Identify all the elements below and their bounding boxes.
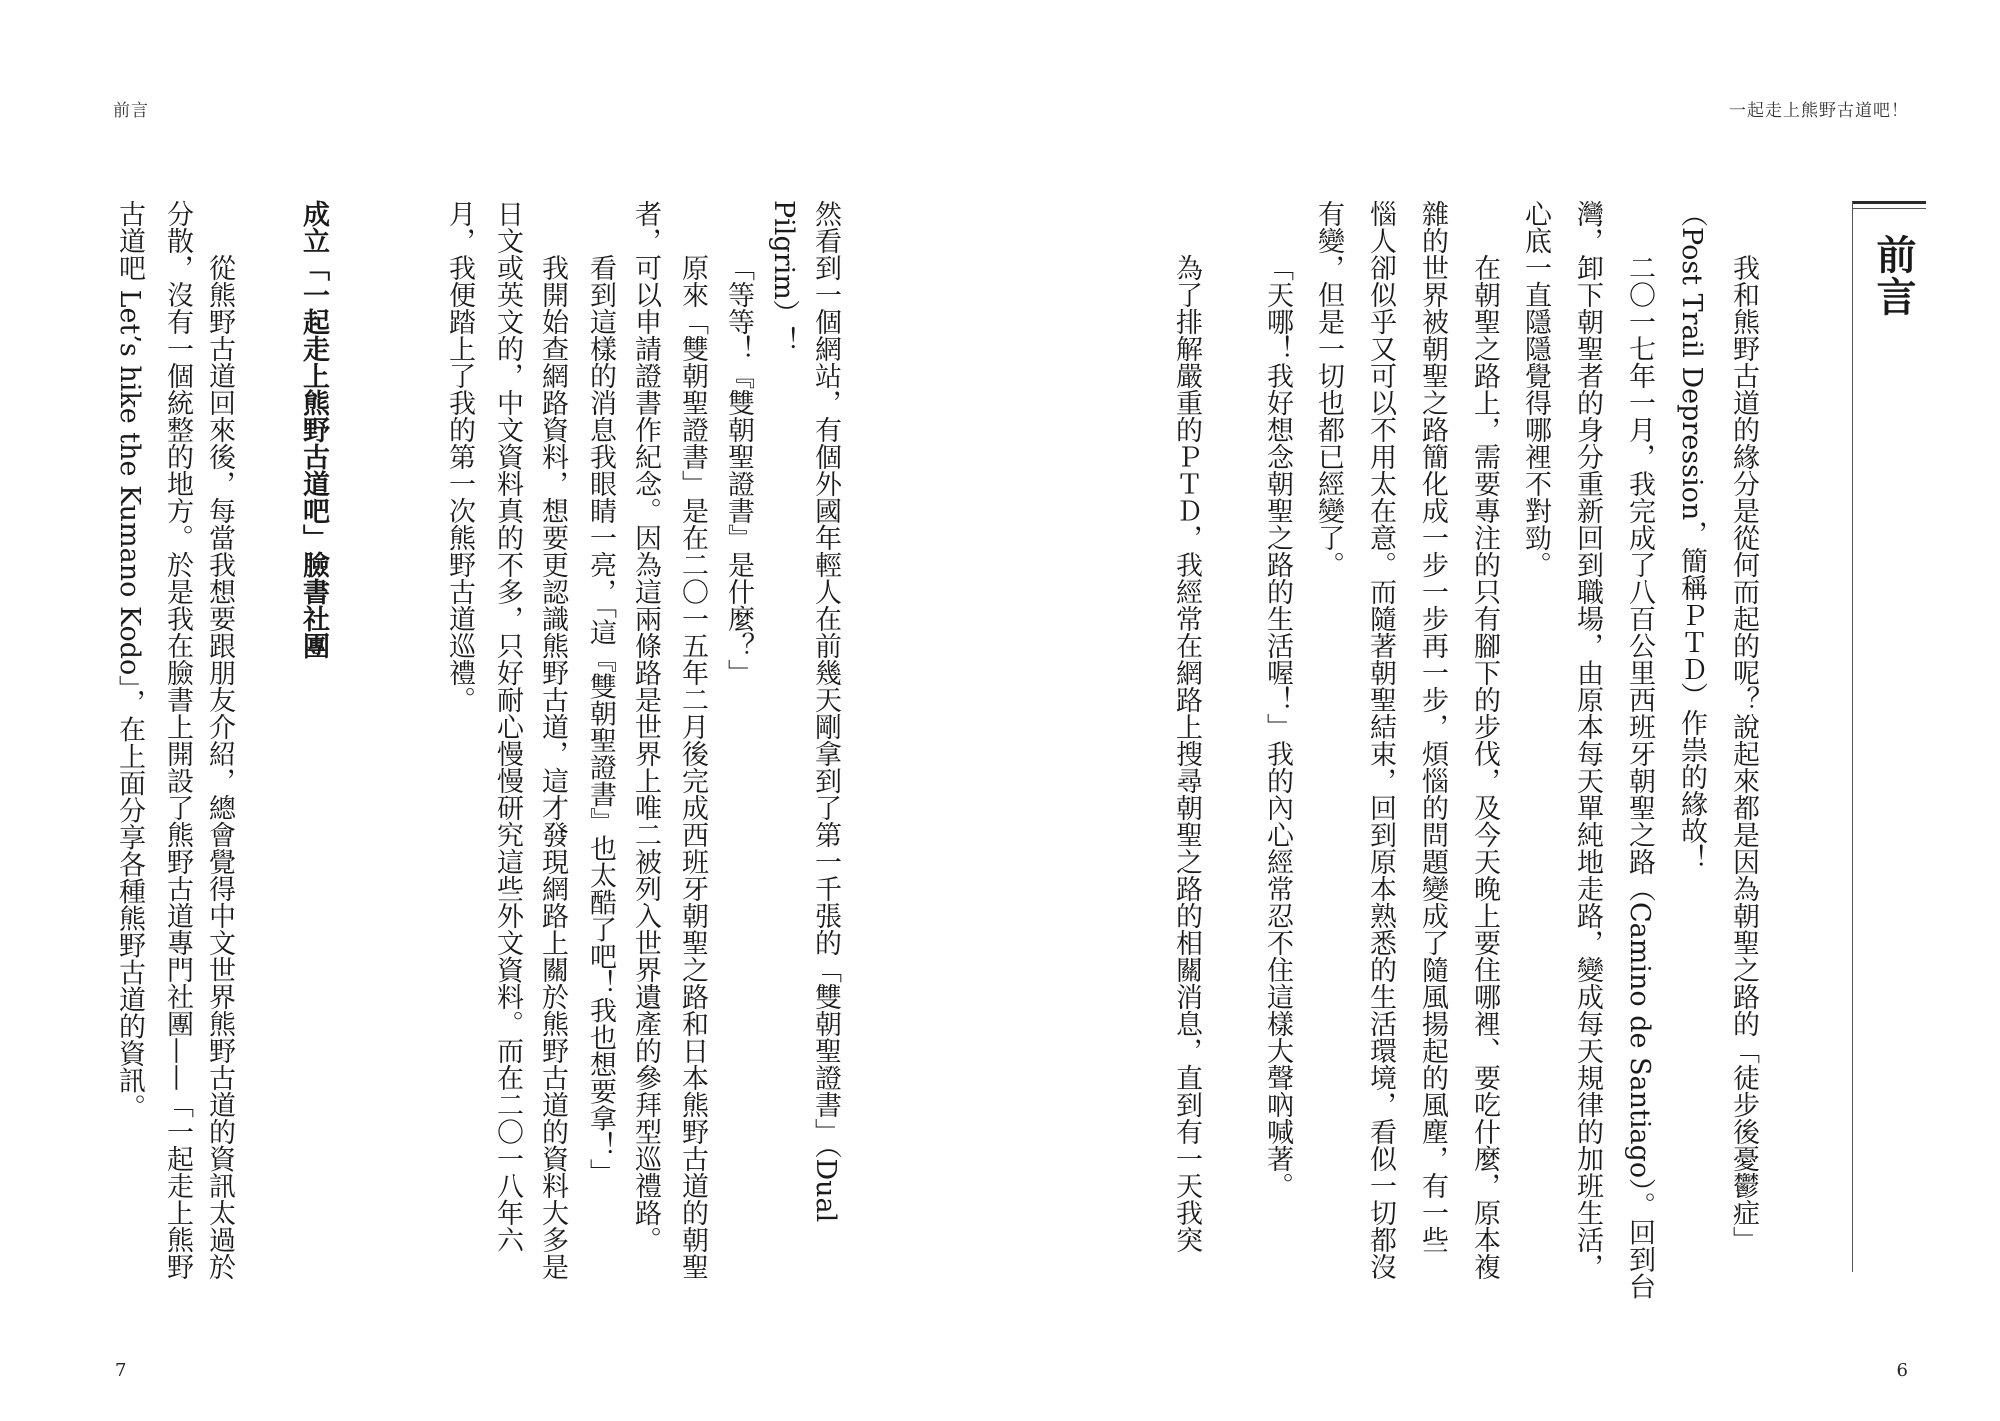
body-column: 心底一直隱隱覺得哪裡不對勁。 (1520, 200, 1551, 578)
body-column: 古道吧 Let’s hike the Kumano Kodo」，在上面分享各種熊野古道的資訊。 (114, 200, 145, 1121)
body-column: Pilgrim）！ (768, 200, 799, 354)
body-column: 者，可以申請證書作紀念。因為這兩條路是世界上唯二被列入世界遺產的參拜型巡禮路。 (630, 200, 661, 1253)
body-column: 月，我便踏上了我的第一次熊野古道巡禮。 (444, 200, 475, 713)
body-column: 原來「雙朝聖證書」是在二〇一五年二月後完成西班牙朝聖之路和日本熊野古道的朝聖 (677, 254, 708, 1280)
body-column: 然看到一個網站，有個外國年輕人在前幾天剛拿到了第一千張的「雙朝聖證書」（Dual (810, 200, 841, 1223)
running-header-right: 一起走上熊野古道吧！ (1729, 101, 1909, 121)
page-number-right: 6 (1896, 1360, 1908, 1381)
title-box-inner-rule (1852, 208, 1926, 209)
body-column: 在朝聖之路上，需要專注的只有腳下的步伐，及今天晚上要住哪裡、要吃什麼，原本複 (1469, 254, 1500, 1280)
body-column: 分散，沒有一個統整的地方。於是我在臉書上開設了熊野古道專門社團——「一起走上熊野 (162, 200, 193, 1280)
body-column: 為了排解嚴重的ＰＴＤ，我經常在網路上搜尋朝聖之路的相關消息，直到有一天我突 (1171, 254, 1202, 1253)
body-column: 日文或英文的，中文資料真的不多，只好耐心慢慢研究這些外文資料。而在二〇一八年六 (492, 200, 523, 1253)
body-column: 「等等！『雙朝聖證書』是什麼？」 (723, 254, 754, 686)
body-column: 雜的世界被朝聖之路簡化成一步一步再一步，煩惱的問題變成了隨風揚起的風塵，有一些 (1417, 200, 1448, 1253)
body-column: 我和熊野古道的緣分是從何而起的呢？說起來都是因為朝聖之路的「徒步後憂鬱症」 (1728, 254, 1759, 1253)
body-column: 從熊野古道回來後，每當我想要跟朋友介紹，總會覺得中文世界熊野古道的資訊太過於 (204, 254, 235, 1280)
body-column: （Post Trail Depression，簡稱ＰＴＤ）作祟的緣故！ (1676, 200, 1707, 872)
body-column: 「天哪！我好想念朝聖之路的生活喔！」我的內心經常忍不住這樣大聲吶喊著。 (1262, 254, 1293, 1199)
running-header-left: 前言 (113, 101, 149, 121)
body-column: 灣，卸下朝聖者的身分重新回到職場，由原本每天單純地走路，變成每天規律的加班生活， (1572, 200, 1603, 1280)
section-heading: 成立「一起走上熊野古道吧」臉書社團 (298, 200, 329, 659)
body-column: 有變，但是一切也都已經變了。 (1313, 200, 1344, 578)
body-column: 惱人卻似乎又可以不用太在意。而隨著朝聖結束，回到原本熟悉的生活環境，看似一切都沒 (1365, 200, 1396, 1280)
chapter-title: 前言 (1870, 234, 1917, 318)
title-box-side-rule (1852, 201, 1853, 1272)
body-column: 看到這樣的消息我眼睛一亮，「這『雙朝聖證書』也太酷了吧！我也想要拿！」 (585, 254, 616, 1186)
body-column: 我開始查網路資料，想要更認識熊野古道，這才發現網路上關於熊野古道的資料大多是 (537, 254, 568, 1280)
title-box-top-rule (1852, 201, 1926, 204)
page-number-left: 7 (115, 1360, 127, 1381)
body-column: 二〇一七年一月，我完成了八百公里西班牙朝聖之路（Camino de Santiago）。回到台 (1624, 254, 1655, 1300)
